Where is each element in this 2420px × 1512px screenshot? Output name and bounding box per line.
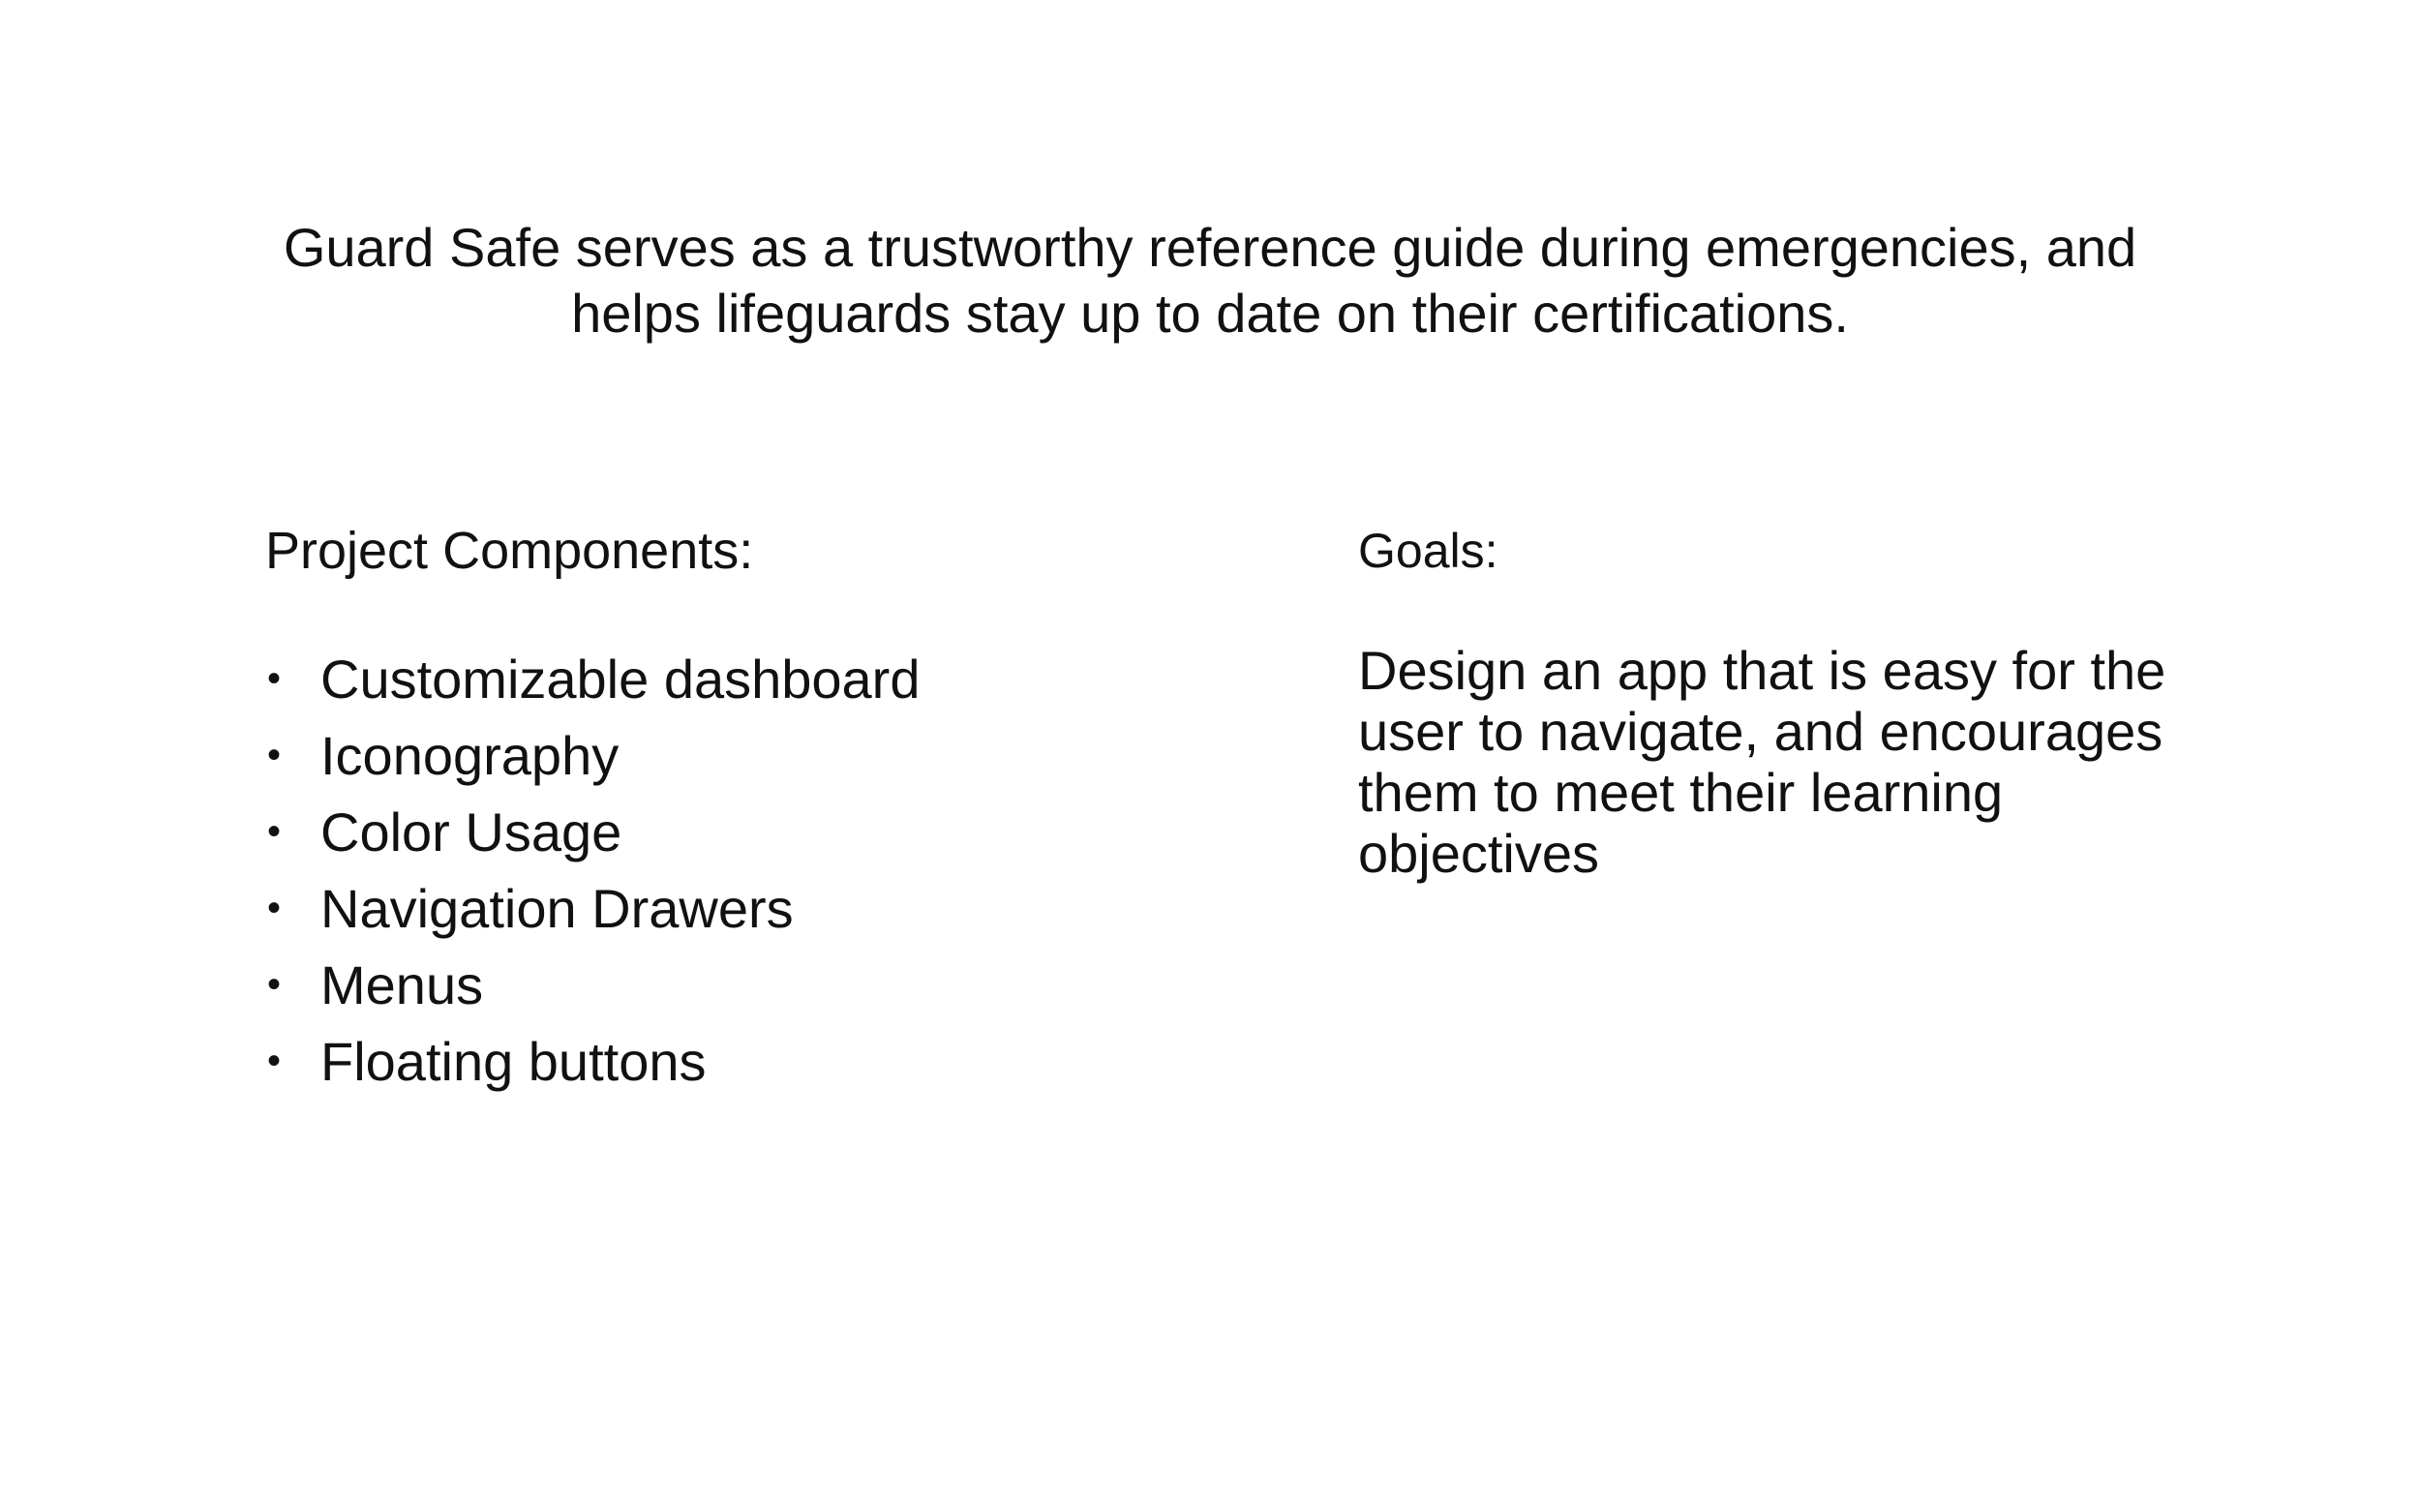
goals-line: objectives: [1358, 823, 1600, 884]
bullet-icon: •: [267, 963, 282, 1006]
bullet-icon: •: [267, 810, 282, 853]
project-components-heading: Project Components:: [265, 522, 754, 580]
bullet-icon: •: [267, 734, 282, 776]
goals-text: [1358, 640, 2191, 884]
list-item-label: Floating buttons: [320, 1031, 707, 1092]
goals-heading: Goals:: [1358, 524, 1498, 578]
list-item: [265, 641, 920, 717]
goals-line: user to navigate, and encourages: [1358, 701, 2163, 762]
bullet-icon: •: [267, 1040, 282, 1082]
list-item-label: Menus: [320, 954, 484, 1015]
project-components-list: [265, 641, 920, 1100]
goals-line: Design an app that is easy for the: [1358, 640, 2166, 701]
goals-section: [1358, 518, 2229, 884]
list-item-label: Color Usage: [320, 801, 622, 862]
bullet-icon: •: [267, 657, 282, 700]
list-item: [265, 947, 920, 1023]
list-item-label: Iconography: [320, 725, 620, 786]
list-item: [265, 794, 920, 870]
list-item: [265, 717, 920, 794]
project-components-section: [265, 518, 1233, 1092]
list-item-label: Navigation Drawers: [320, 878, 794, 939]
bullet-icon: •: [267, 887, 282, 929]
intro-line: Guard Safe serves as a trustworthy reference guide during emergencies, and: [283, 217, 2137, 278]
goals-line: them to meet their learning: [1358, 762, 2004, 823]
list-item: [265, 870, 920, 947]
intro-paragraph: [0, 215, 2420, 347]
list-item-label: Customizable dashboard: [320, 649, 921, 710]
intro-line: helps lifeguards stay up to date on their certifications.: [571, 283, 1849, 344]
list-item: [265, 1023, 920, 1100]
